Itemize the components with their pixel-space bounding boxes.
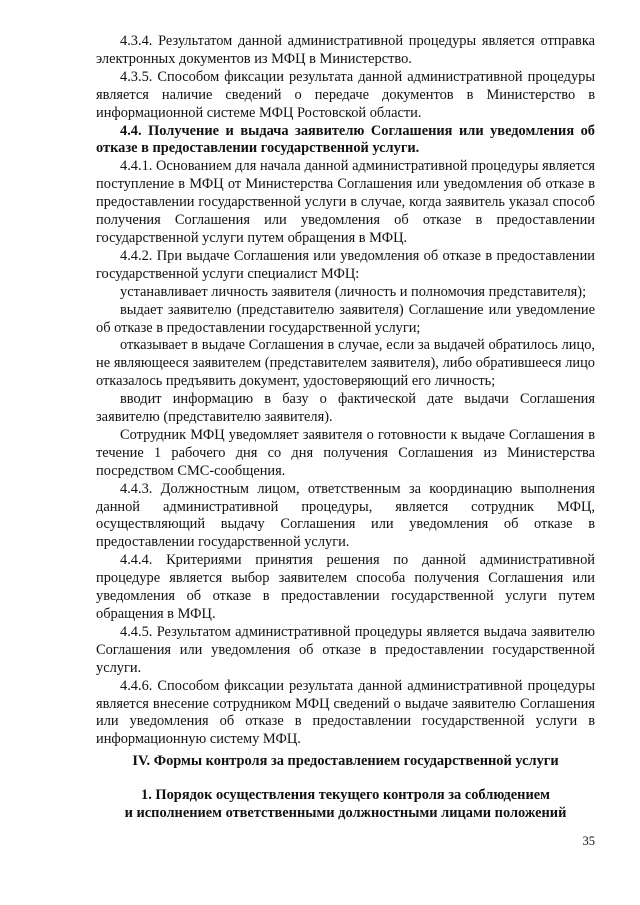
paragraph-4-4-3: 4.4.3. Должностным лицом, ответственным за координацию выполнения данной административной процедуры, является сотрудник МФЦ, осуществляющий выдачу Соглашения или уведомления об отказе в предоставлении государственной услуги. — [96, 480, 595, 551]
paragraph-notification: Сотрудник МФЦ уведомляет заявителя о готовности к выдаче Соглашения в течение 1 рабочего дня со дня получения Соглашения из Министерства посредством СМС-сообщения. — [96, 426, 595, 479]
list-item-issue: выдает заявителю (представителю заявителя) Соглашение или уведомление об отказе в предоставлении государственной услуги; — [96, 301, 595, 336]
paragraph-4-4-2: 4.4.2. При выдаче Соглашения или уведомления об отказе в предоставлении государственной услуги специалист МФЦ: — [96, 247, 595, 282]
paragraph-4-4-4: 4.4.4. Критериями принятия решения по данной административной процедуре является выбор заявителем способа получения Соглашения или уведомления об отказе в предоставлении государственной услуги путем обращения в МФЦ. — [96, 552, 595, 622]
subsection-heading — [96, 787, 595, 823]
paragraph-4-3-5: 4.3.5. Способом фиксации результата данной административной процедуры является наличие сведений о передаче документов в Министерство в информационной системе МФЦ Ростовской области. — [96, 68, 595, 121]
paragraph-4-4-1: 4.4.1. Основанием для начала данной административной процедуры является поступление в МФЦ от Министерства Соглашения или уведомления об отказе в предоставлении государственной услуги в случае, когда заявитель указал способ получения Соглашения или уведомления об отказе в предоставлении государственной услуги путем обращения в МФЦ. — [96, 158, 595, 246]
page-number: 35 — [582, 834, 595, 849]
list-item-record: вводит информацию в базу о фактической дате выдачи Соглашения заявителю (представителю заявителя). — [96, 391, 595, 426]
paragraph-4-4-6: 4.4.6. Способом фиксации результата данной административной процедуры является внесение сотрудником МФЦ сведений о выдаче заявителю Соглашения или уведомления об отказе в предоставлении государственной услуги в информационную систему МФЦ. — [96, 677, 595, 748]
heading-4-4: 4.4. Получение и выдача заявителю Соглашения или уведомления об отказе в предоставлении государственной услуги. — [96, 122, 595, 157]
subsection-heading-line-1: 1. Порядок осуществления текущего контроля за соблюдением — [141, 787, 550, 804]
list-item-refuse: отказывает в выдаче Соглашения в случае, если за выдачей обратилось лицо, не являющееся заявителем (представителем заявителя), либо обратившееся лицо отказалось предъявить документ, удостоверяющий его личность; — [96, 337, 595, 390]
paragraph-4-3-4: 4.3.4. Результатом данной административной процедуры является отправка электронных документов из МФЦ в Министерство. — [96, 33, 595, 67]
list-item-identify: устанавливает личность заявителя (личность и полномочия представителя); — [120, 283, 587, 300]
section-heading: IV. Формы контроля за предоставлением государственной услуги — [132, 753, 559, 770]
paragraph-4-4-5: 4.4.5. Результатом административной процедуры является выдача заявителю Соглашения или уведомления об отказе в предоставлении государственной услуги. — [96, 623, 595, 676]
subsection-heading-line-2: и исполнением ответственными должностными лицами положений — [124, 805, 567, 822]
